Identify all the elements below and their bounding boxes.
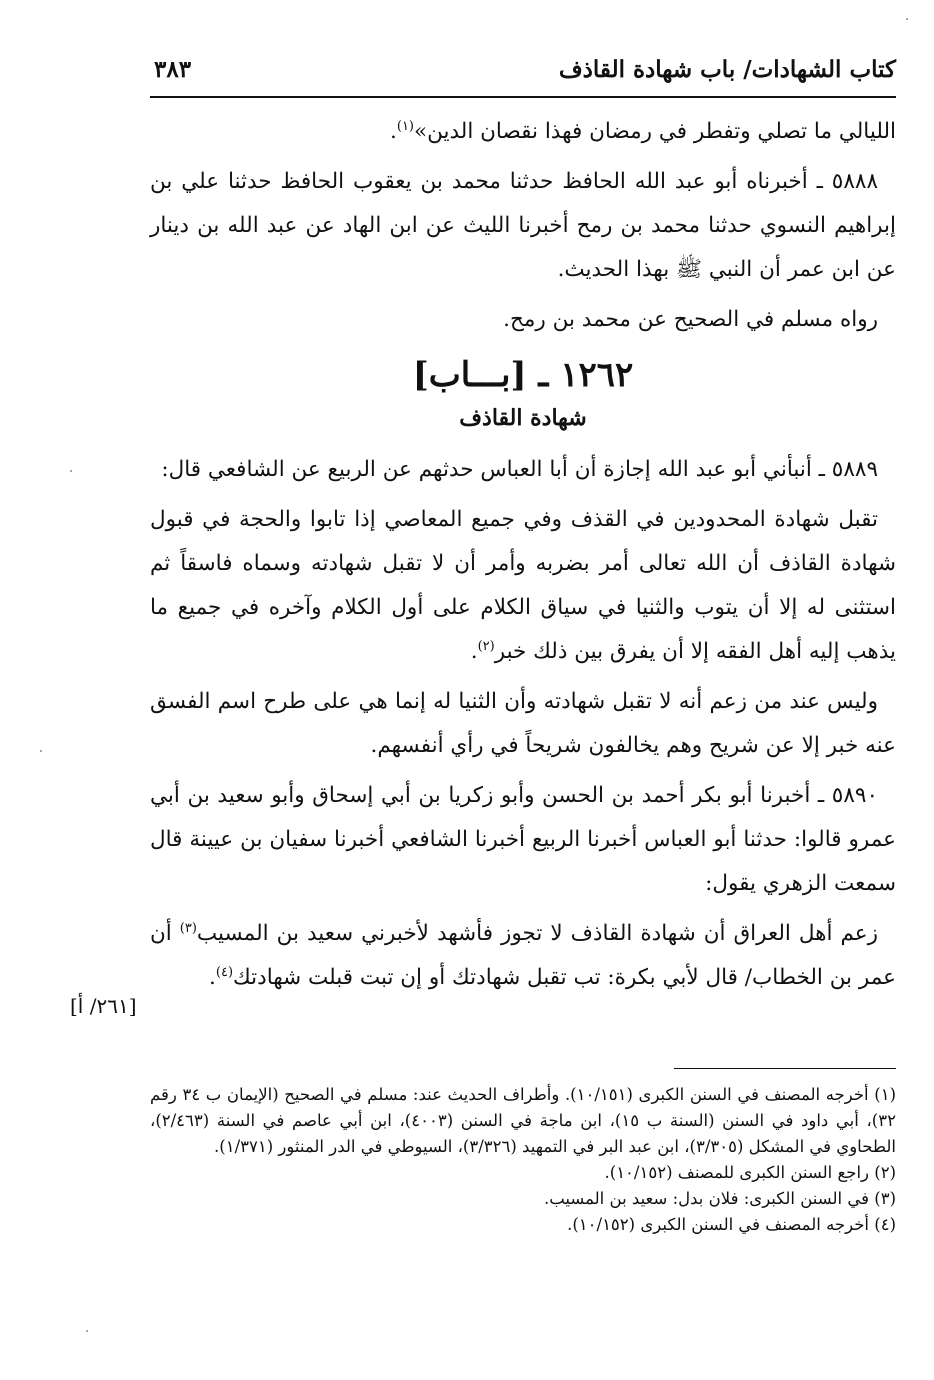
footnote-ref: (١) (396, 118, 414, 134)
page-number: ٣٨٣ (154, 56, 192, 83)
chapter-number: ١٢٦٢ ـ [بـــاب] (412, 355, 634, 395)
footnote-1: (١) أخرجه المصنف في السنن الكبرى (١٠/١٥١). وأطراف الحديث عند: مسلم في الصحيح (الإيمان ب ٣٤ رقم ٣٢)، أبي داود في السنن (السنة ب ١٥)، ابن ماجة في السنن (٤٠٠٣)، ابن أبي عاصم في السنة (٢/٤٦٣)، الطحاوي في المشكل (٣/٣٠٥)، ابن عبد البر في التمهيد (٣/٣٢٦)، السيوطي في الدر المنثور (١/٣٧١). (150, 1085, 896, 1156)
footnote-ref: (٢) (477, 638, 495, 654)
paragraph-text: تقبل شهادة المحدودين في القذف وفي جميع المعاصي إذا تابوا والحجة في قبول شهادة القاذف أن الله تعالى أمر بضربه وأمر أن لا تقبل شهادته وسماه فاسقاً ثم استثنى له إلا أن يتوب والثنيا في سياق الكلام على أول الكلام وآخره في جميع ما يذهب إليه أهل الفقه إلا أن يفرق بين ذلك خبر (150, 507, 896, 664)
paragraph-end: . (390, 119, 397, 144)
scan-speck (86, 1330, 88, 1332)
manuscript-folio-ref: [٢٦١/ أ] (70, 994, 137, 1018)
hadith-5890: ٥٨٩٠ ـ أخبرنا أبو بكر أحمد بن الحسن وأبو زكريا بن أبي إسحاق وأبو سعيد بن أبي عمرو قالوا: حدثنا أبو العباس أخبرنا الربيع أخبرنا الشافعي أخبرنا سفيان بن عيينة قال سمعت الزهري يقول: (150, 783, 896, 896)
page-header (150, 52, 896, 98)
footnote-ref: (٤) (215, 964, 234, 980)
scan-speck (70, 470, 72, 472)
footnote-ref: (٣) (179, 920, 197, 936)
hadith-5889: ٥٨٨٩ ـ أنبأني أبو عبد الله إجازة أن أبا العباس حدثهم عن الربيع عن الشافعي قال: (161, 457, 878, 482)
paragraph-end: . (470, 639, 478, 664)
rebuttal-paragraph: وليس عند من زعم أنه لا تقبل شهادته وأن الثنيا له إنما هي على طرح اسم الفسق عنه خبر إلا عن شريح وهم يخالفون شريحاً في رأي أنفسهم. (150, 689, 896, 758)
scan-speck (40, 750, 42, 752)
paragraph-text-continued: أن عمر بن الخطاب/ قال لأبي بكرة: تب تقبل شهادتك أو إن تبت قبلت شهادتك (150, 921, 896, 990)
footnote-divider (674, 1068, 896, 1069)
footnote-4: (٤) أخرجه المصنف في السنن الكبرى (١٠/١٥٢). (567, 1215, 896, 1234)
paragraph-text: الليالي ما تصلي وتفطر في رمضان فهذا نقصان الدين» (414, 119, 896, 144)
main-text (150, 110, 896, 1006)
paragraph-hadith-continuation (150, 110, 896, 154)
footnote-2: (٢) راجع السنن الكبرى للمصنف (١٠/١٥٢). (604, 1163, 896, 1182)
shafii-statement (150, 498, 896, 674)
running-title: كتاب الشهادات/ باب شهادة القاذف (558, 56, 896, 83)
paragraph-text: زعم أهل العراق أن شهادة القاذف لا تجوز فأشهد لأخبرني سعيد بن المسيب (196, 921, 878, 946)
footnote-3: (٣) في السنن الكبرى: فلان بدل: سعيد بن المسيب. (543, 1189, 896, 1208)
hadith-5888: ٥٨٨٨ ـ أخبرناه أبو عبد الله الحافظ حدثنا محمد بن يعقوب الحافظ حدثنا علي بن إبراهيم النسوي حدثنا محمد بن رمح أخبرنا الليث عن ابن الهاد عن عبد الله بن دينار عن ابن عمر أن النبي ﷺ بهذا الحديث. (150, 169, 896, 282)
scan-speck (906, 18, 908, 20)
zuhri-report (150, 912, 896, 1000)
narration-note: رواه مسلم في الصحيح عن محمد بن رمح. (503, 307, 878, 332)
footnotes (150, 1082, 896, 1238)
paragraph-end: . (209, 965, 216, 990)
chapter-title: شهادة القاذف (459, 405, 587, 431)
